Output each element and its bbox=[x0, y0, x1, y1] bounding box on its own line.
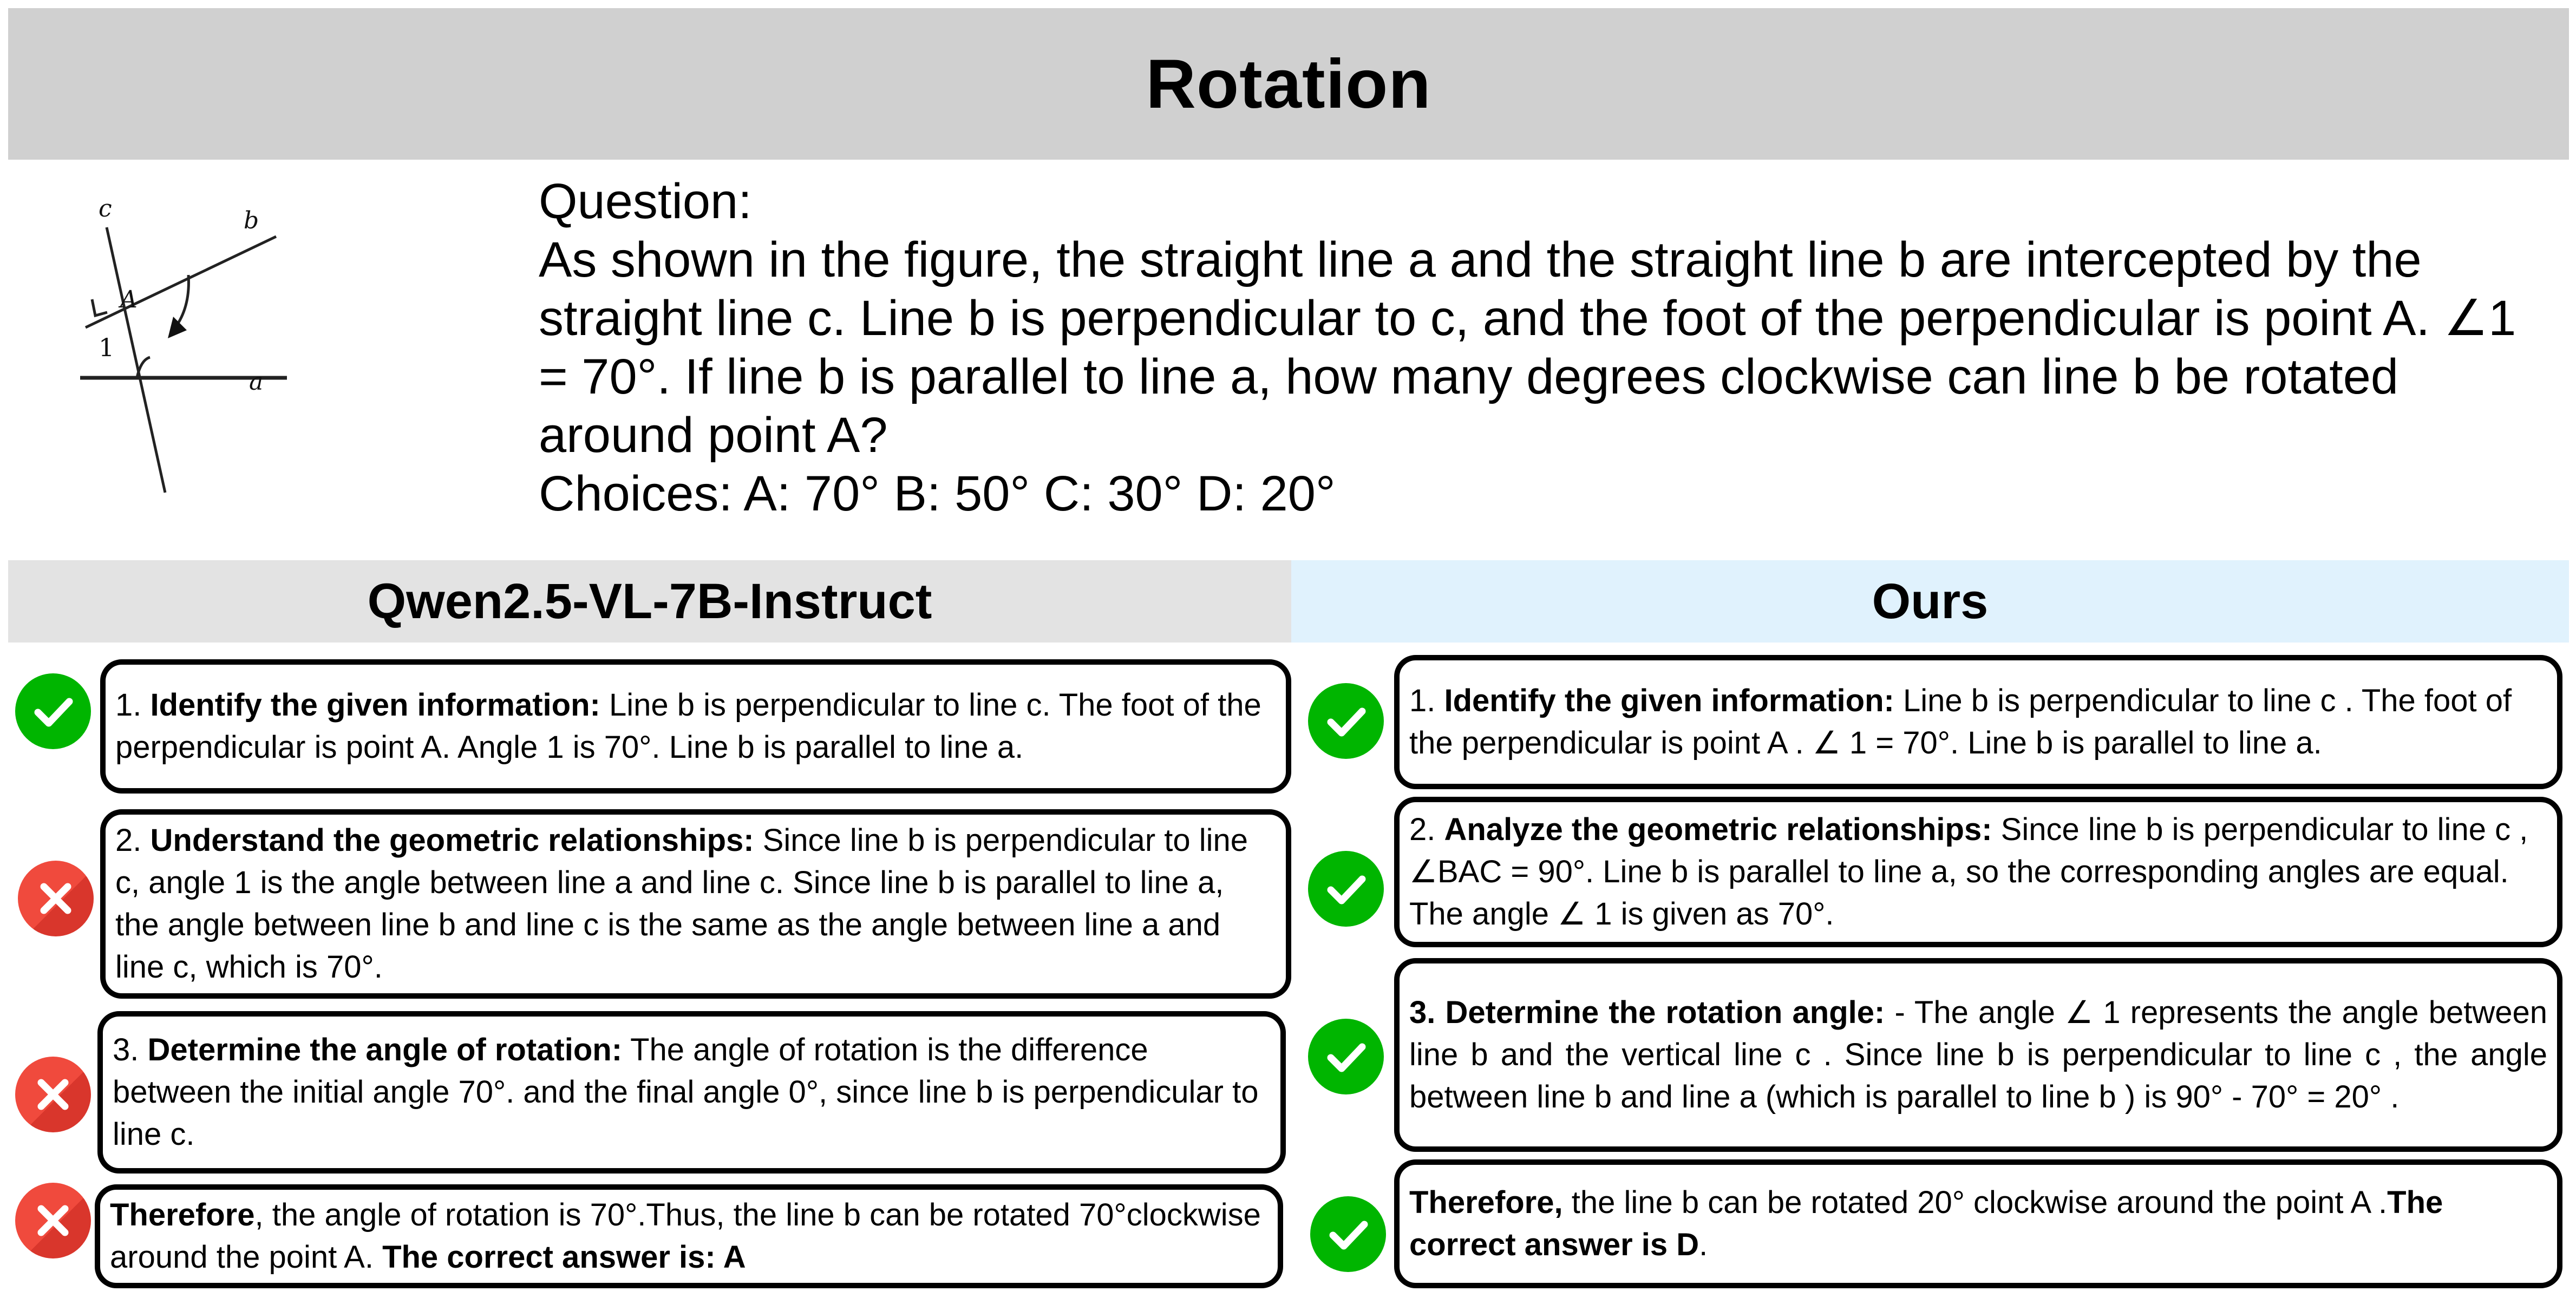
correct-check-icon bbox=[15, 673, 91, 749]
correct-check-icon bbox=[1308, 683, 1384, 759]
step-body: the line b can be rotated 20° clockwise around the point A . bbox=[1562, 1185, 2388, 1220]
geometry-figure bbox=[76, 195, 487, 552]
incorrect-x-icon bbox=[15, 1183, 91, 1258]
ours-step-3 bbox=[1394, 958, 2562, 1152]
step-heading: Analyze the geometric relationships: bbox=[1444, 812, 1992, 847]
ours-model-name: Ours bbox=[1872, 573, 1989, 629]
baseline-step-3: 3. Determine the angle of rotation: The angle of rotation is the difference between the initial angle 70°. and the final angle 0°, since line b is perpendicular to line c. bbox=[97, 1011, 1286, 1174]
step-body: Since line b is perpendicular to line c, angle 1 is the angle between line a and line c. Since line b is parallel to line a, the angle between line b and line c is the same as the angle between line a and line c, which is 70°. bbox=[115, 823, 1248, 985]
step-heading: Understand the geometric relationships: bbox=[150, 823, 754, 858]
label-point-A: A bbox=[120, 286, 138, 313]
title-bar bbox=[8, 8, 2569, 160]
label-b: b bbox=[244, 207, 259, 234]
step-body: The angle of rotation is the difference between the initial angle 70°. and the final angle 0°, since line b is perpendicular to line c. bbox=[113, 1032, 1259, 1152]
label-c: c bbox=[99, 195, 112, 222]
incorrect-x-icon bbox=[18, 861, 94, 936]
step-body: Line b is perpendicular to line c . The foot of the perpendicular is point A . ∠ 1 = 70°. Line b is parallel to line a. bbox=[1409, 683, 2512, 761]
step-heading: Identify the given information: bbox=[1444, 683, 1894, 718]
question-block bbox=[539, 172, 2553, 523]
label-angle-1: 1 bbox=[99, 333, 115, 362]
correct-check-icon bbox=[1308, 1019, 1384, 1094]
ours-step-1: 1. Identify the given information: Line b is perpendicular to line c . The foot of the perpendicular is point A . ∠ 1 = 70°. Line b is parallel to line a. bbox=[1394, 655, 2562, 789]
step-heading: Therefore, bbox=[1409, 1185, 1563, 1220]
ours-answer: The correct answer is D bbox=[1409, 1185, 2443, 1262]
baseline-header bbox=[8, 560, 1291, 643]
correct-check-icon bbox=[1310, 1196, 1386, 1272]
step-body: , the angle of rotation is 70°.Thus, the line b can be rotated 70°clockwise around the point A. bbox=[110, 1197, 1261, 1275]
ours-step-2: 2. Analyze the geometric relationships: Since line b is perpendicular to line c , ∠BAC = 90°. Line b is parallel to line a, so the corresponding angles are equal. The angle ∠ 1 is given as 70°. bbox=[1394, 797, 2562, 947]
step-heading: Therefore bbox=[110, 1197, 255, 1233]
ours-header bbox=[1291, 560, 2569, 643]
step-heading: Determine the angle of rotation: bbox=[147, 1032, 623, 1067]
ours-conclusion: Therefore, the line b can be rotated 20° clockwise around the point A .The correct answer is D. bbox=[1394, 1159, 2562, 1288]
baseline-step-2: 2. Understand the geometric relationships: Since line b is perpendicular to line c, angle 1 is the angle between line a and line c. Since line b is parallel to line a, the angle between line b and line c is the same as the angle between line a and line c, which is 70°. bbox=[100, 809, 1291, 999]
correct-check-icon bbox=[1308, 851, 1384, 927]
question-text: As shown in the figure, the straight line a and the straight line b are intercepted by the straight line c. Line b is perpendicular to c, and the foot of the perpendicular is point A. ∠1 = 70°. If line b is parallel to line a, how many degrees clockwise can line b be rotated around point A? bbox=[539, 232, 2516, 463]
step-body: Line b is perpendicular to line c. The foot of the perpendicular is point A. Angle 1 is 70°. Line b is parallel to line a. bbox=[115, 687, 1261, 765]
step-body: - The angle ∠ 1 represents the angle between line b and the vertical line c . Since line b is perpendicular to line c , the angle between line b and line a (which is parallel to line b ) is 90° - 70° = 20° . bbox=[1409, 995, 2547, 1115]
step-heading: 3. Determine the rotation angle: bbox=[1409, 995, 1885, 1030]
label-a: a bbox=[249, 368, 264, 396]
baseline-conclusion bbox=[95, 1184, 1283, 1288]
baseline-step-1: 1. Identify the given information: Line b is perpendicular to line c. The foot of the perpendicular is point A. Angle 1 is 70°. Line b is parallel to line a. bbox=[100, 659, 1291, 794]
baseline-answer: The correct answer is: A bbox=[382, 1240, 746, 1275]
page-title: Rotation bbox=[1146, 45, 1431, 123]
step-heading: Identify the given information: bbox=[150, 687, 600, 723]
question-choices: Choices: A: 70° B: 50° C: 30° D: 20° bbox=[539, 466, 1336, 521]
step-body: Since line b is perpendicular to line c , ∠BAC = 90°. Line b is parallel to line a, so the corresponding angles are equal. The angle ∠ 1 is given as 70°. bbox=[1409, 812, 2528, 932]
baseline-model-name: Qwen2.5-VL-7B-Instruct bbox=[367, 573, 932, 629]
question-label: Question: bbox=[539, 174, 752, 229]
incorrect-x-icon bbox=[15, 1057, 91, 1132]
geometry-diagram-icon bbox=[76, 195, 487, 552]
